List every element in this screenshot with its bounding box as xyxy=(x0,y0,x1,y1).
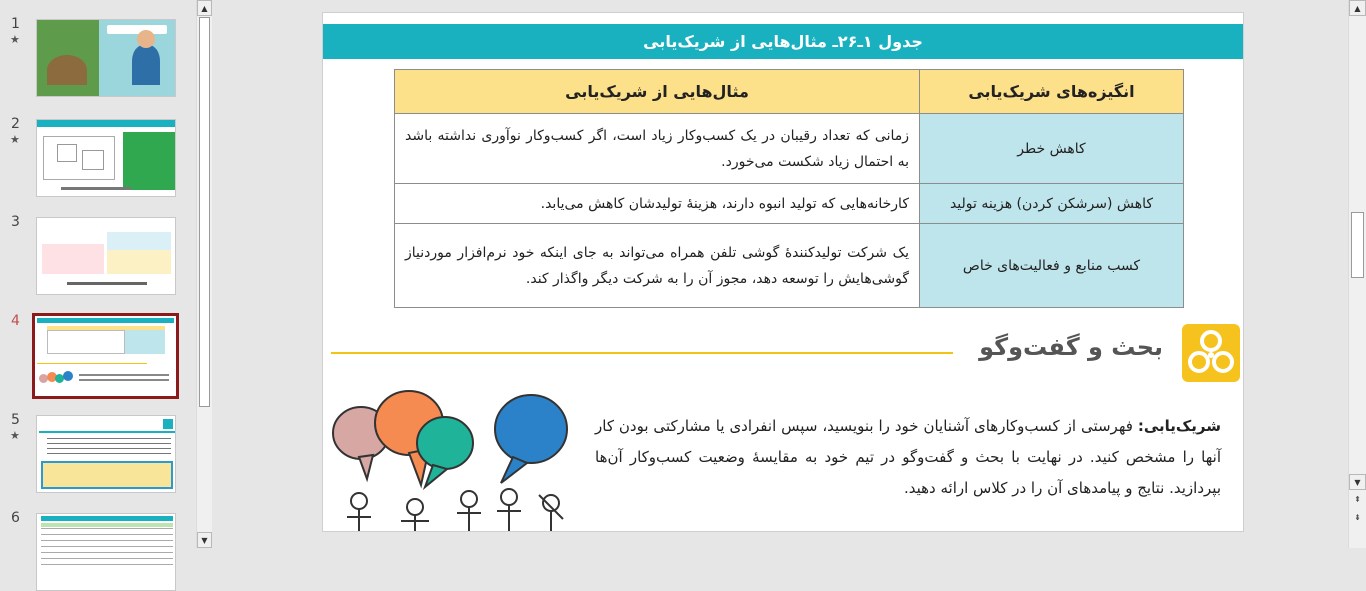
thumbnail-image[interactable] xyxy=(36,19,176,97)
slide-number: 3 xyxy=(11,214,20,230)
previous-slide-icon[interactable]: ⇞ xyxy=(1349,492,1366,508)
scroll-down-icon[interactable]: ▼ xyxy=(1349,474,1366,490)
section-divider xyxy=(331,352,953,354)
table-header-row xyxy=(395,70,1184,114)
activity-paragraph xyxy=(595,411,1221,504)
next-slide-icon[interactable]: ⇟ xyxy=(1349,510,1366,526)
slide-thumbnail-pane[interactable] xyxy=(0,0,196,548)
discussion-icon xyxy=(1182,324,1240,382)
slide-number: 4 xyxy=(11,313,20,329)
scroll-down-icon[interactable]: ▼ xyxy=(197,532,212,548)
example-cell: یک شرکت تولیدکنندهٔ گوشی تلفن همراه می‌تواند به جای اینکه خود نرم‌افزار موردنیاز گوشی‌هایش را توسعه دهد، مجوز آن را به شرکت دیگر واگذار کند. xyxy=(395,224,920,308)
slide-number: 6 xyxy=(11,510,20,526)
slide-number: 5 xyxy=(11,412,20,428)
scroll-up-icon[interactable]: ▲ xyxy=(197,0,212,16)
animation-star-icon: ★ xyxy=(10,133,20,146)
people-figures xyxy=(347,489,563,532)
motive-cell: کاهش خطر xyxy=(920,114,1184,184)
thumbnail-image[interactable] xyxy=(36,415,176,493)
slide-number: 2 xyxy=(11,116,20,132)
thumbnail-image[interactable] xyxy=(36,217,176,295)
activity-body: فهرستی از کسب‌وکارهای آشنایان خود را بنویسید، سپس انفرادی یا مشارکتی بودن کار آنها را مشخص کنید. در نهایت با بحث و گفت‌وگو در تیم خود به مقایسهٔ وضعیت کسب‌وکار آن‌ها بپردازید. نتایج و پیامدهای آن را در کلاس ارائه دهید. xyxy=(595,417,1221,497)
partnership-examples-table xyxy=(394,69,1184,308)
thumbnail-image[interactable] xyxy=(36,513,176,591)
motive-cell: کسب منابع و فعالیت‌های خاص xyxy=(920,224,1184,308)
speech-bubble-blue xyxy=(495,395,567,483)
discussion-heading: بحث و گفت‌وگو xyxy=(979,333,1163,361)
slide-canvas[interactable] xyxy=(322,12,1244,532)
example-cell: زمانی که تعداد رقیبان در یک کسب‌وکار زیاد است، اگر کسب‌وکار نوآوری نداشته باشد به احتمال زیاد شکست می‌خورد. xyxy=(395,114,920,184)
slide-scrollbar[interactable] xyxy=(1348,0,1366,548)
scroll-thumb[interactable] xyxy=(199,17,210,407)
header-motive: انگیزه‌های شریک‌یابی xyxy=(920,70,1184,114)
thumbnail-scrollbar[interactable] xyxy=(196,0,212,548)
scroll-up-icon[interactable]: ▲ xyxy=(1349,0,1366,16)
animation-star-icon: ★ xyxy=(10,33,20,46)
activity-label: شریک‌یابی: xyxy=(1137,417,1221,435)
table-row xyxy=(395,224,1184,308)
table-title: جدول ۱ـ۲۶ـ مثال‌هایی از شریک‌یابی xyxy=(323,24,1243,59)
motive-cell: کاهش (سرشکن کردن) هزینه تولید xyxy=(920,184,1184,224)
scroll-thumb[interactable] xyxy=(1351,212,1364,278)
animation-star-icon: ★ xyxy=(10,429,20,442)
header-examples: مثال‌هایی از شریک‌یابی xyxy=(395,70,920,114)
table-row xyxy=(395,114,1184,184)
speech-bubble-green xyxy=(417,417,473,487)
slide-number: 1 xyxy=(11,16,20,32)
table-row xyxy=(395,184,1184,224)
speech-bubbles-illustration xyxy=(329,383,585,532)
example-cell: کارخانه‌هایی که تولید انبوه دارند، هزینهٔ تولیدشان کاهش می‌یابد. xyxy=(395,184,920,224)
thumbnail-image[interactable] xyxy=(32,313,179,399)
thumbnail-image[interactable] xyxy=(36,119,176,197)
